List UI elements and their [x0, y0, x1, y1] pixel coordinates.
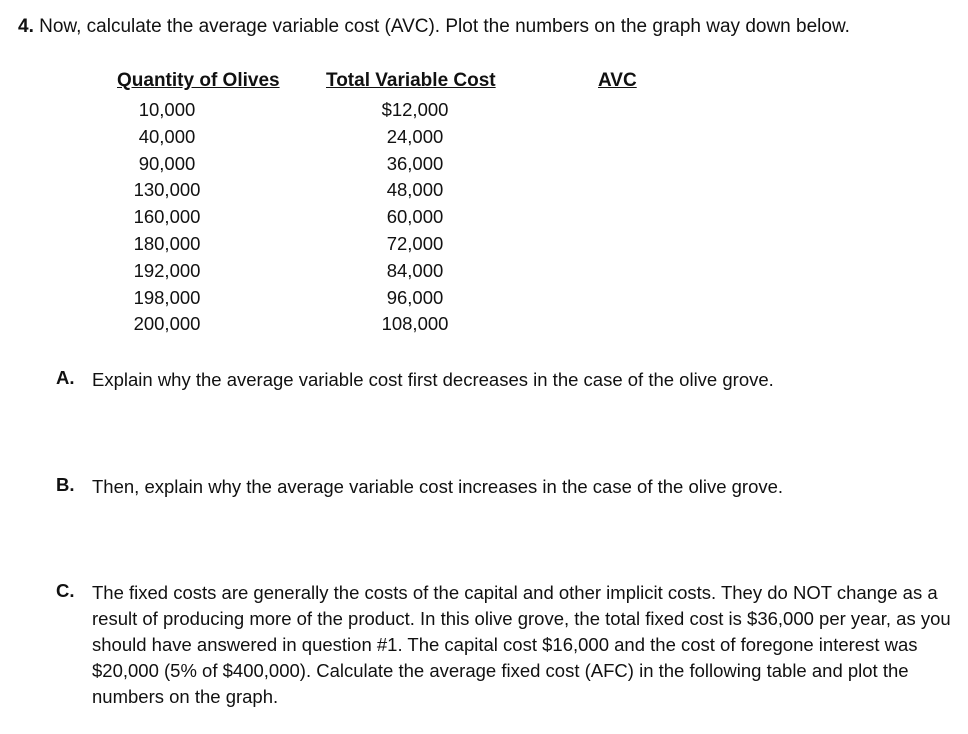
part-c — [56, 580, 956, 710]
part-b — [56, 474, 956, 500]
tvc-cell: 84,000 — [386, 259, 444, 281]
part-a-letter: A. — [56, 367, 75, 388]
tvc-cell: 24,000 — [386, 125, 444, 147]
part-b-letter: B. — [56, 474, 75, 495]
quantity-cell: 192,000 — [133, 259, 201, 281]
quantity-cell: 180,000 — [133, 232, 201, 254]
quantity-cell: 90,000 — [138, 152, 196, 174]
part-c-text: The fixed costs are generally the costs of the capital and other implicit costs. They do NOT change as a result of producing more of the product. In this olive grove, the total fixed cost is $36,000 per year, as you should have answered in question #1. The capital cost $16,000 and the cost of foregone interest was $20,000 (5% of $400,000). Calculate the average fixed cost (AFC) in the following table and plot the numbers on the graph. — [92, 582, 951, 707]
quantity-cell: 10,000 — [138, 99, 196, 120]
part-c-letter: C. — [56, 580, 75, 601]
tvc-cell: 60,000 — [386, 206, 444, 228]
tvc-column — [340, 97, 490, 338]
tvc-cell: 108,000 — [381, 313, 449, 335]
question-number: 4. — [18, 16, 34, 37]
header-avc: AVC — [598, 70, 637, 91]
tvc-cell: $12,000 — [381, 99, 449, 120]
question-text: Now, calculate the average variable cost (AVC). Plot the numbers on the graph way down below. — [39, 16, 850, 37]
part-b-text: Then, explain why the average variable cost increases in the case of the olive grove. — [92, 476, 784, 497]
tvc-cell: 48,000 — [386, 179, 444, 201]
quantity-cell: 40,000 — [138, 125, 196, 147]
tvc-cell: 96,000 — [386, 286, 444, 308]
tvc-cell: 36,000 — [386, 152, 444, 174]
part-a — [56, 367, 956, 393]
quantity-column — [112, 97, 222, 338]
quantity-cell: 200,000 — [133, 313, 201, 335]
question-title — [18, 16, 850, 38]
tvc-cell: 72,000 — [386, 232, 444, 254]
header-quantity: Quantity of Olives — [117, 70, 280, 91]
part-a-text: Explain why the average variable cost first decreases in the case of the olive grove. — [92, 369, 774, 390]
header-total-variable-cost: Total Variable Cost — [326, 70, 496, 91]
quantity-cell: 198,000 — [133, 286, 201, 308]
quantity-cell: 130,000 — [133, 179, 201, 201]
quantity-cell: 160,000 — [133, 206, 201, 228]
